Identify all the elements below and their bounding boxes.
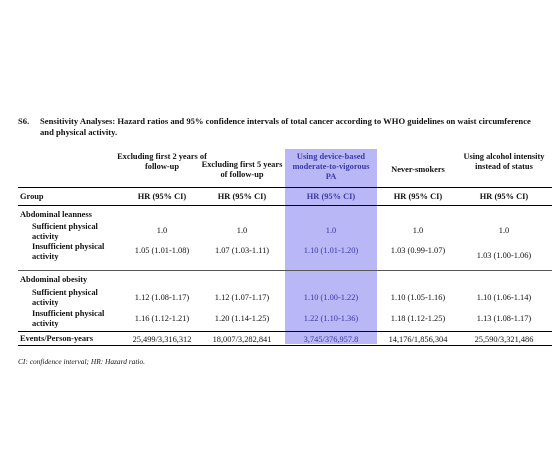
cell-obesity-insufficient-col2: 1.20 (1.14-1.25)	[214, 314, 270, 323]
table-footnote: CI: confidence interval; HR: Hazard ratio.	[18, 357, 145, 366]
hr-header-col4: HR (95% CI)	[393, 192, 443, 201]
row-label-obesity-insufficient: Insufficient physical activity	[32, 309, 105, 328]
cell-obesity-sufficient-col2: 1.12 (1.07-1.17)	[214, 293, 270, 302]
cell-obesity-sufficient-col1: 1.12 (1.08-1.17)	[134, 293, 190, 302]
row-label-leanness-insufficient: Insufficient physical activity	[32, 242, 105, 261]
section-title-abdominal-obesity: Abdominal obesity	[20, 275, 88, 284]
caption-text-line1: Sensitivity Analyses: Hazard ratios and 95% confidence intervals of total cancer according to WHO guidelines on waist circumference	[40, 116, 531, 126]
header-top-rule	[18, 187, 552, 188]
cell-leanness-insufficient-col5: 1.03 (1.00-1.06)	[476, 251, 532, 260]
table-caption	[18, 116, 548, 138]
column-header-excluding-2-years: Excluding first 2 years of follow-up	[117, 152, 207, 171]
cell-obesity-insufficient-col3: 1.22 (1.10-1.36)	[303, 314, 359, 323]
table-bottom-rule	[18, 345, 552, 346]
caption-number: S6.	[18, 116, 30, 126]
group-header: Group	[20, 192, 44, 201]
hr-header-col5: HR (95% CI)	[479, 192, 529, 201]
cell-leanness-sufficient-col5: 1.0	[498, 226, 510, 235]
cell-leanness-insufficient-col1: 1.05 (1.01-1.08)	[134, 246, 190, 255]
cell-obesity-sufficient-col5: 1.10 (1.06-1.14)	[476, 293, 532, 302]
cell-obesity-sufficient-col3: 1.10 (1.00-1.22)	[303, 293, 359, 302]
cell-leanness-insufficient-col2: 1.07 (1.03-1.11)	[214, 246, 270, 255]
events-col1: 25,499/3,316,312	[132, 335, 192, 344]
events-col2: 18,007/3,282,841	[212, 335, 272, 344]
header-bottom-rule	[18, 205, 552, 206]
row-label-obesity-sufficient: Sufficient physical activity	[32, 288, 98, 307]
events-col5: 25,590/3,321,486	[474, 335, 534, 344]
events-label: Events/Person-years	[20, 334, 94, 343]
cell-leanness-sufficient-col2: 1.0	[236, 226, 248, 235]
cell-obesity-insufficient-col1: 1.16 (1.12-1.21)	[134, 314, 190, 323]
section-title-abdominal-leanness: Abdominal leanness	[20, 210, 92, 219]
column-header-excluding-5-years: Excluding first 5 years of follow-up	[201, 160, 283, 179]
column-header-device-based-pa: Using device-based moderate-to-vigorous PA	[292, 152, 370, 181]
cell-obesity-insufficient-col4: 1.18 (1.12-1.25)	[390, 314, 446, 323]
cell-obesity-sufficient-col4: 1.10 (1.05-1.16)	[390, 293, 446, 302]
hr-header-col2: HR (95% CI)	[217, 192, 267, 201]
cell-leanness-insufficient-col3: 1.10 (1.01-1.20)	[303, 246, 359, 255]
events-top-rule	[18, 331, 552, 332]
row-label-leanness-sufficient: Sufficient physical activity	[32, 222, 98, 241]
cell-leanness-sufficient-col3: 1.0	[325, 226, 337, 235]
events-col4: 14,176/1,856,304	[388, 335, 448, 344]
section-divider-rule	[18, 270, 552, 271]
column-header-alcohol-intensity: Using alcohol intensity instead of status	[463, 152, 545, 171]
events-col3: 3,745/376,957.8	[303, 335, 359, 344]
column-header-never-smokers: Never-smokers	[391, 165, 445, 174]
cell-leanness-insufficient-col4: 1.03 (0.99-1.07)	[390, 246, 446, 255]
cell-leanness-sufficient-col1: 1.0	[156, 226, 168, 235]
caption-text-line2: and physical activity.	[40, 127, 118, 137]
hr-header-col1: HR (95% CI)	[137, 192, 187, 201]
hr-header-col3: HR (95% CI)	[306, 192, 356, 201]
cell-obesity-insufficient-col5: 1.13 (1.08-1.17)	[476, 314, 532, 323]
cell-leanness-sufficient-col4: 1.0	[412, 226, 424, 235]
